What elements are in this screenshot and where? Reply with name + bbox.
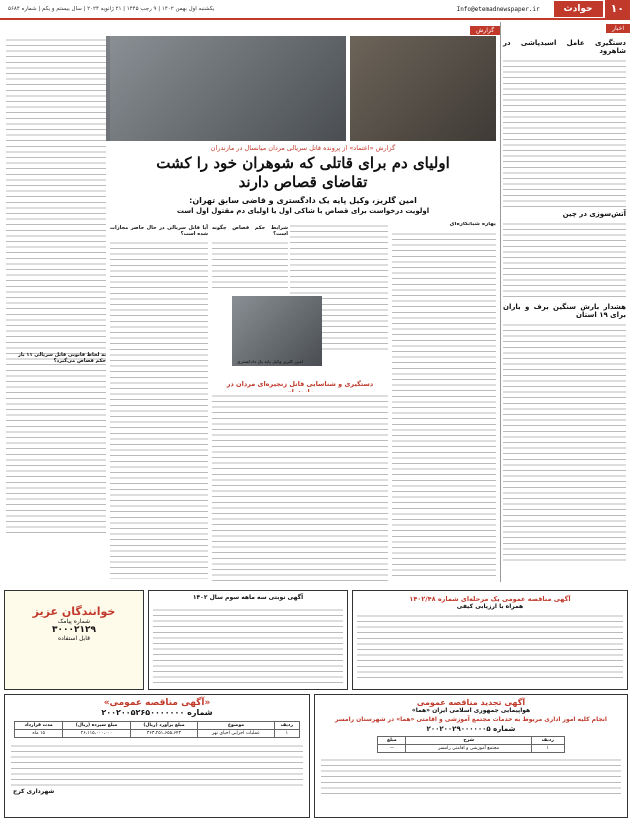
ad5-title: خوانندگان عزیز	[32, 605, 116, 618]
sidebar-item-body	[503, 220, 626, 300]
ad-readers	[4, 590, 144, 690]
report-tag: گزارش	[470, 26, 500, 35]
article-column	[110, 222, 208, 582]
ad5-line: قابل استفاده	[57, 635, 90, 642]
court-photo-inner	[110, 36, 346, 141]
table-cell: ۳۶۳،۲۵۱،۶۵۵،۶۴۳	[130, 730, 197, 738]
ad4-sub: هواپیمایی جمهوری اسلامی ایران «هما»	[411, 707, 531, 714]
table-cell: مجتمع آموزشی و اقامتی رامسر	[406, 745, 532, 753]
table-cell: ۲۶،۱۱۵،۰۰۰،۰۰۰	[63, 730, 131, 738]
sidebar-item-body	[503, 57, 626, 207]
left-column	[6, 36, 106, 536]
lawyer-photo	[232, 296, 322, 366]
ad5-line: ۳۰۰۰۲۱۲۹	[52, 625, 96, 635]
sidebar-tag: اخبار	[606, 24, 630, 33]
ad4-table	[377, 736, 564, 753]
ad-homa-tender	[314, 694, 628, 818]
byline: بهاره شبانکاره‌ای	[449, 222, 496, 227]
ad1-title: آگهی نوبتی سه ماهه سوم سال ۱۴۰۲	[192, 594, 304, 601]
section-title: حوادث	[554, 1, 603, 17]
ad3-table	[14, 721, 300, 738]
ad2-sub: همراه با ارزیابی کیفی	[456, 603, 524, 610]
subhead-1: امین گلریز، وکیل پایه یک دادگستری و قاضی سابق تهران:	[189, 196, 417, 205]
table-header: موضوع	[198, 722, 275, 730]
table-header: ردیف	[531, 737, 564, 745]
ad4-title: آگهی تجدید مناقصه عمومی	[416, 698, 526, 707]
question-1: شرایط حکم قصاص چگونه است؟	[212, 225, 288, 237]
dateline: یکشنبه اول بهمن ۱۴۰۲ | ۹ رجب ۱۴۴۵ | ۲۱ ژانویه ۲۰۲۴ | سال بیستم و یکم | شماره ۵۶۸۴	[8, 6, 215, 12]
ad4-body: انجام کلیه امور اداری مربوط به خدمات مجتمع آموزشی و اقامتی «هما» در شهرستان رامسر	[335, 716, 607, 723]
table-cell: ۱	[531, 745, 564, 753]
ad-karaj-tender	[4, 694, 310, 818]
table-header: ردیف	[274, 722, 299, 730]
table-cell: —	[378, 745, 406, 753]
table-row	[15, 730, 300, 738]
table-header: مبلغ سپرده (ریال)	[63, 722, 131, 730]
lawyer-photo-caption: امین گلریز وکیل پایه یک دادگستری	[236, 360, 304, 365]
ad3-title: «آگهی مناقصه عمومی»	[103, 698, 211, 708]
table-cell: ۱	[274, 730, 299, 738]
ad3-issuer: شهرداری کرج	[13, 788, 55, 795]
sidebar-item-body	[503, 321, 626, 561]
table-cell: ۱۵ ماه	[15, 730, 63, 738]
subhead-2: اولویت درخواست برای قصاص با شاکی اول یا اولیای دم مقتول اول است	[176, 207, 430, 215]
quote-box	[212, 222, 288, 292]
ad5-line: شماره پیامک	[57, 618, 91, 625]
table-row	[378, 745, 564, 753]
email-link[interactable]: Info@etemadnewspaper.ir	[456, 5, 540, 13]
question-3: به لحاظ قانونی قاتل سریالی ۱۱ بار حکم قصاص می‌گیرد؟	[18, 352, 106, 364]
question-2: آیا قاتل سریالی در حال حاضر مجازات شده است؟	[110, 225, 208, 237]
table-header: مبلغ برآورد (ریال)	[130, 722, 197, 730]
news-sidebar	[500, 22, 630, 582]
page-number: ۱۰	[605, 0, 630, 19]
victim-photo	[350, 36, 496, 141]
headline-1: اولیای دم برای قاتلی که شوهران خود را کشت	[156, 154, 450, 172]
sidebar-item-title[interactable]: دستگیری عامل اسیدپاشی در شاهرود	[503, 39, 626, 55]
sidebar-item-title[interactable]: هشدار بارش سنگین برف و باران برای ۱۹ استان	[503, 303, 626, 319]
ad3-number: شماره ۲۰۰۲۰۰۵۲۶۵۰۰۰۰۰۰۰	[101, 708, 213, 717]
ad-tender-1402-48	[352, 590, 628, 690]
sidebar-item-title[interactable]: آتش‌سوزی در چین	[562, 210, 626, 218]
report-kicker: گزارش «اعتماد» از پرونده قاتل سریالی مردان میانسال در مازندران	[210, 144, 396, 152]
table-header: مدت قرارداد	[15, 722, 63, 730]
table-header: شرح	[406, 737, 532, 745]
table-header: مبلغ	[378, 737, 406, 745]
ad-quarterly-notice	[148, 590, 348, 690]
article-column	[392, 222, 496, 582]
box-body	[212, 392, 388, 582]
ad4-number: شماره ۲۰۰۲۰۰۲۹۰۰۰۰۰۰۵	[426, 725, 516, 733]
table-cell: عملیات اجرایی احیای نهر	[198, 730, 275, 738]
box-title: دستگیری و شناسایی قاتل زنجیره‌ای مردان در	[226, 380, 374, 388]
ad2-title: آگهی مناقصه عمومی یک مرحله‌ای شماره ۱۴۰۲/۴۸	[409, 595, 571, 603]
headline-2: تقاضای قصاص دارند	[238, 173, 368, 191]
page-header	[0, 0, 630, 20]
